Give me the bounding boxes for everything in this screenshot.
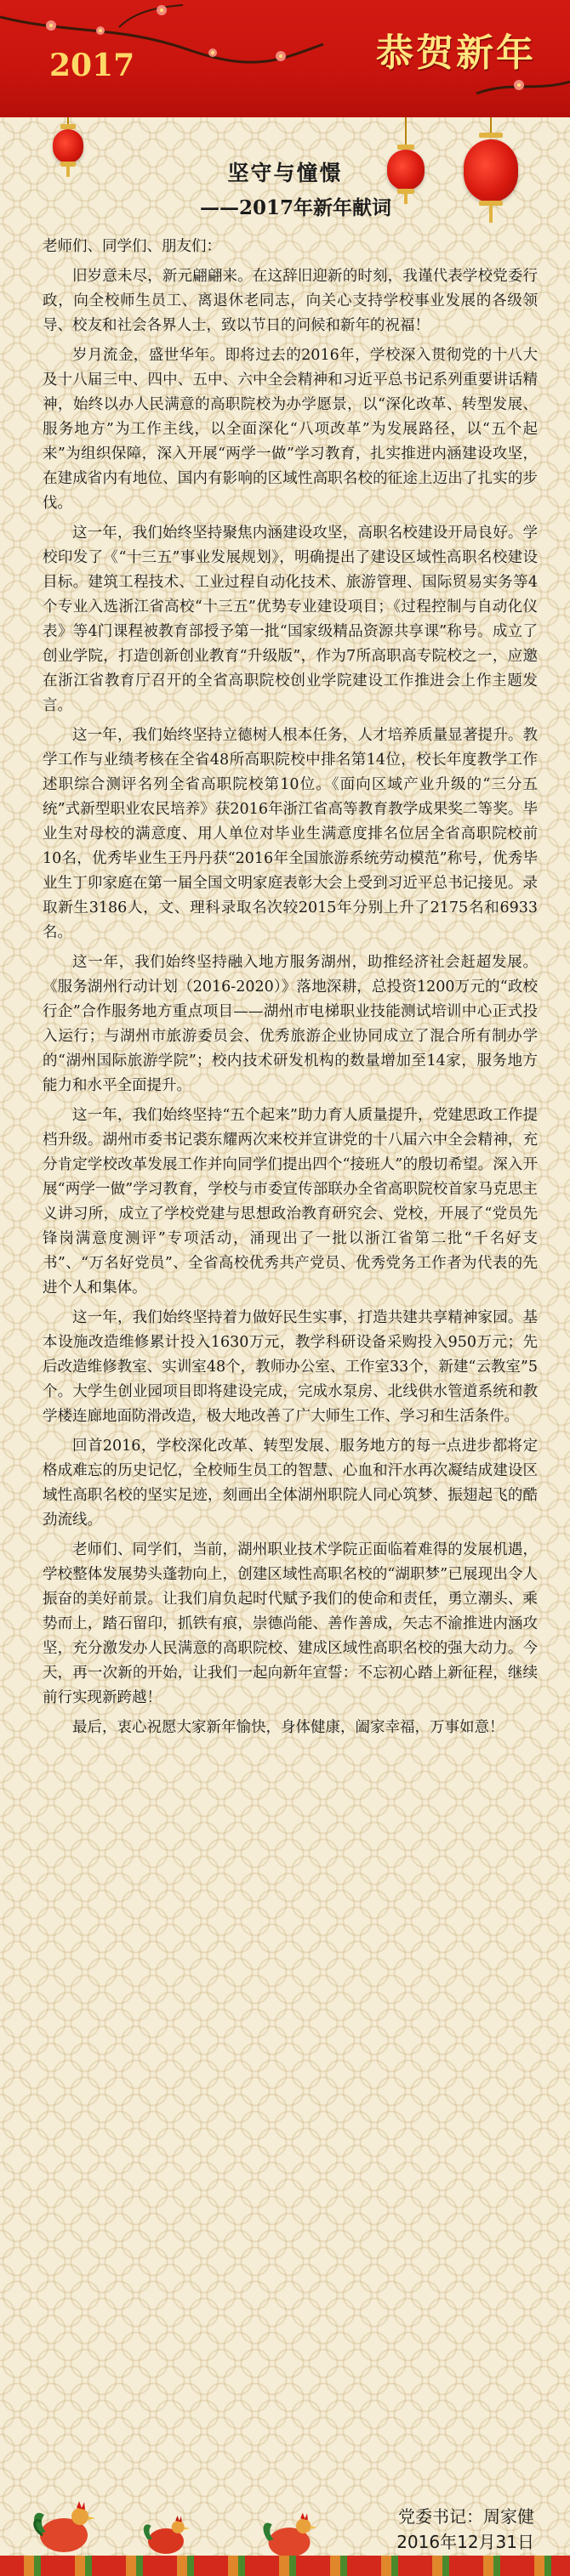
header-year: 2017 xyxy=(49,48,135,83)
header-greeting: 恭贺新年 xyxy=(376,31,536,75)
letter-subtitle: ——2017年新年献词 xyxy=(200,196,392,219)
signature-date: 2016年12月31日 xyxy=(396,2532,534,2552)
letter-paragraph: 最后，衷心祝愿大家新年愉快，身体健康，阖家幸福，万事如意！ xyxy=(72,1719,504,1736)
letter-paragraph: 这一年，我们始终坚持着力做好民生实事，打造共建共享精神家园。基本设施改造维修累计投入1630万元，教学科研设备采购投入950万元；先后改造维修教室、实训室48个，教师办公室、工作室33个，新建“云教室”5个。大学生创业园项目即将建设完成，完成水泵房、北线供水管道系统和教学楼连廊地面防滑改造，极大地改善了广大师生工作、学习和生活条件。 xyxy=(43,1309,538,1425)
header-banner xyxy=(0,0,570,117)
letter-paragraph: 这一年，我们始终坚持“五个起来”助力育人质量提升，党建思政工作提档升级。湖州市委书记裘东耀两次来校并宣讲党的十八届六中全会精神，充分肯定学校改革发展工作并向同学们提出四个“接班人”的殷切希望。深入开展“两学一做”学习教育，学校与市委宣传部联办全省高职院校首家马克思主义讲习所，成立了学校党建与思想政治教育研究会、党校，开展了“党员先锋岗满意度测评”专项活动，涌现出了一批以浙江省第二批“千名好支书”、“万名好党员”、全省高校优秀共产党员、优秀党务工作者为代表的先进个人和集体。 xyxy=(43,1107,538,1297)
rooster-icon xyxy=(255,2504,323,2563)
signature-author: 党委书记：周家健 xyxy=(398,2506,534,2527)
footer-decoration xyxy=(0,2556,570,2576)
letter-paragraph: 旧岁意未尽，新元翩翩来。在这辞旧迎新的时刻，我谨代表学校党委行政，向全校师生员工、离退休老同志，向关心支持学校事业发展的各级领导、校友和社会各界人士，致以节日的问候和新年的祝福！ xyxy=(43,268,538,334)
letter-paragraph: 回首2016，学校深化改革、转型发展、服务地方的每一点进步都将定格成难忘的历史记忆，全校师生员工的智慧、心血和汗水再次凝结成建设区域性高职名校的坚实足迹，刻画出全体湖州职院人同心筑梦、振翅起飞的酷劲流线。 xyxy=(43,1438,538,1529)
letter-paragraph: 岁月流金，盛世华年。即将过去的2016年，学校深入贯彻党的十八大及十八届三中、四中、五中、六中全会精神和习近平总书记系列重要讲话精神，始终以办人民满意的高职院校为办学愿景，以“深化改革、转型发展、服务地方”为工作主线，以全面深化“八项改革”为发展路径，以“五个起来”为组织保障，深入开展“两学一做”学习教育，扎实推进内涵建设攻坚，在建成省内有地位、国内有影响的区域性高职名校的征途上迈出了扎实的步伐。 xyxy=(43,347,538,512)
rooster-icon xyxy=(136,2508,196,2559)
letter-body xyxy=(43,235,538,1745)
letter-salutation: 老师们、同学们、朋友们： xyxy=(43,238,221,255)
rooster-icon xyxy=(26,2491,102,2559)
signature-block xyxy=(396,2504,534,2555)
letter-paragraph: 老师们、同学们，当前，湖州职业技术学院正面临着难得的发展机遇，学校整体发展势头蓬勃向上，创建区域性高职名校的“湖职梦”已展现出令人振奋的美好前景。让我们肩负起时代赋予我们的使命和责任，勇立潮头、乘势而上，踏石留印，抓铁有痕，崇德尚能、善作善成，矢志不渝推进内涵攻坚，充分激发办人民满意的高职院校、建成区域性高职名校的强大动力。今天，再一次新的开始，让我们一起向新年宣誓：不忘初心踏上新征程，继续前行实现新跨越！ xyxy=(43,1541,538,1706)
letter-paragraph: 这一年，我们始终坚持立德树人根本任务，人才培养质量显著提升。教学工作与业绩考核在全省48所高职院校中排名第14位，校长年度教学工作述职综合测评名列全省高职院校第10位。《面向区域产业升级的“三分五统”式新型职业农民培养》获2016年浙江省高等教育教学成果奖二等奖。毕业生对母校的满意度、用人单位对毕业生满意度排名位居全省高职院校前10名，优秀毕业生王丹丹获“2016年全国旅游系统劳动模范”称号，优秀毕业生丁卯家庭在第一届全国文明家庭表彰大会上受到习近平总书记接见。录取新生3186人，文、理科录取名次较2015年分别上升了2175名和6933名。 xyxy=(43,727,538,941)
letter-paragraph: 这一年，我们始终坚持融入地方服务湖州，助推经济社会赶超发展。《服务湖州行动计划（2016-2020）》落地深耕，总投资1200万元的“政校行企”合作服务地方重点项目——湖州市电梯职业技能测试培训中心正式投入运行；与湖州市旅游委员会、优秀旅游企业协同成立了混合所有制办学的“湖州国际旅游学院”；校内技术研发机构的数量增加至14家，服务地方能力和水平全面提升。 xyxy=(43,954,538,1094)
letter-paragraph: 这一年，我们始终坚持聚焦内涵建设攻坚，高职名校建设开局良好。学校印发了《“十三五”事业发展规划》，明确提出了建设区域性高职名校建设目标。建筑工程技术、工业过程自动化技术、旅游管理、国际贸易实务等4个专业入选浙江省高校“十三五”优势专业建设项目；《过程控制与自动化仪表》等4门课程被教育部授予第一批“国家级精品资源共享课”称号。成立了创业学院，打造创新创业教育“升级版”，作为7所高职高专院校之一，应邀在浙江省教育厅召开的全省高职院校创业学院建设工作推进会上作主题发言。 xyxy=(43,525,538,714)
letter-title: 坚守与憧憬 xyxy=(227,161,343,185)
